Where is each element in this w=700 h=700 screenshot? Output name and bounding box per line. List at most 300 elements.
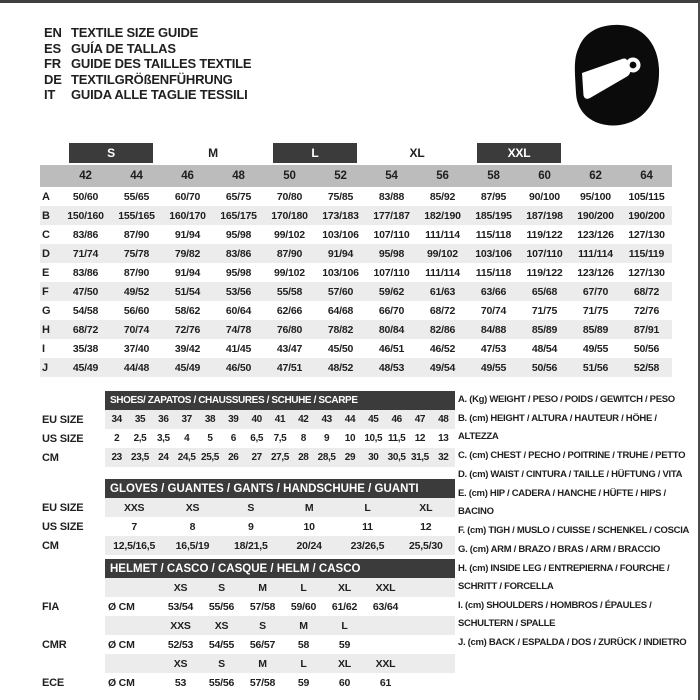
legend-item: E. (cm) HIP / CADERA / HANCHE / HÜFTE / HIPS / BACINO <box>458 488 666 517</box>
measure-cell: 66/70 <box>366 301 417 320</box>
row-letter: D <box>40 244 60 263</box>
measurement-legend <box>458 391 698 653</box>
size-label: 54 <box>366 165 417 187</box>
row-label <box>40 654 105 673</box>
helmet-size-label: L <box>324 616 365 635</box>
measure-cell: 54/58 <box>60 301 111 320</box>
measure-cell: 119/122 <box>519 263 570 282</box>
gloves-section <box>40 479 455 555</box>
glove-size-cell: 25,5/30 <box>397 536 455 555</box>
glove-size-cell: XS <box>163 498 221 517</box>
measure-cell: 58/62 <box>162 301 213 320</box>
measure-row-C <box>40 225 672 244</box>
helmet-size-cell: 60 <box>324 673 365 692</box>
measure-cell: 83/88 <box>366 187 417 206</box>
glove-size-cell: S <box>222 498 280 517</box>
language-row <box>44 87 251 103</box>
measure-cell: 53/56 <box>213 282 264 301</box>
measure-cell: 43/47 <box>264 339 315 358</box>
measure-cell: 75/85 <box>315 187 366 206</box>
glove-size-cell: 12,5/16,5 <box>105 536 163 555</box>
helmet-size-label: XXL <box>365 578 406 597</box>
helmet-size-label: S <box>201 578 242 597</box>
measure-cell: 71/74 <box>60 244 111 263</box>
measure-cell: 46/50 <box>213 358 264 377</box>
measure-cell: 187/198 <box>519 206 570 225</box>
shoe-size-cell: 10,5 <box>362 429 385 448</box>
measure-cell: 85/92 <box>417 187 468 206</box>
measure-cell: 123/126 <box>570 225 621 244</box>
racing-helmet-icon <box>570 23 662 132</box>
row-letter <box>40 165 60 187</box>
helmet-size-cell: 59 <box>283 673 324 692</box>
size-group-xl: XL <box>366 141 468 165</box>
measure-cell: 190/200 <box>621 206 672 225</box>
standard-label: ECE <box>40 673 105 692</box>
shoe-size-cell: 36 <box>152 410 175 429</box>
measure-cell: 45/49 <box>162 358 213 377</box>
measure-cell: 103/106 <box>315 263 366 282</box>
filler-cell <box>406 654 455 673</box>
glove-size-cell: XL <box>397 498 455 517</box>
shoe-size-cell: 29 <box>338 448 361 467</box>
measure-row-A <box>40 187 672 206</box>
measure-cell: 51/54 <box>162 282 213 301</box>
measure-row-F <box>40 282 672 301</box>
glove-size-cell: 20/24 <box>280 536 338 555</box>
textile-size-table <box>40 141 672 377</box>
size-label: 46 <box>162 165 213 187</box>
helmet-size-cell: 57/58 <box>242 673 283 692</box>
measure-cell: 103/106 <box>315 225 366 244</box>
helmet-size-label: S <box>242 616 283 635</box>
measure-cell: 35/38 <box>60 339 111 358</box>
language-title: GUÍA DE TALLAS <box>71 40 176 56</box>
measure-cell: 123/126 <box>570 263 621 282</box>
measure-cell: 72/76 <box>621 301 672 320</box>
row-label: CM <box>40 536 105 555</box>
shoe-size-cell: 7,5 <box>268 429 291 448</box>
helmet-size-label: XL <box>324 654 365 673</box>
size-group-l: L <box>273 143 357 163</box>
measure-cell: 67/70 <box>570 282 621 301</box>
measure-cell: 49/55 <box>468 358 519 377</box>
helmet-header-row <box>40 559 455 578</box>
language-code: DE <box>44 71 62 87</box>
measure-cell: 78/82 <box>315 320 366 339</box>
legend-item: F. (cm) TIGH / MUSLO / CUISSE / SCHENKEL / COSCIA <box>458 525 690 536</box>
shoe-size-cell: 45 <box>362 410 385 429</box>
helmet-size-label: S <box>201 654 242 673</box>
helmet-size-label: L <box>283 578 324 597</box>
measure-row-H <box>40 320 672 339</box>
size-label: 42 <box>60 165 111 187</box>
language-row <box>44 72 251 88</box>
glove-size-row-eu-size <box>40 498 455 517</box>
language-code: EN <box>44 25 62 40</box>
helmet-size-label: XXL <box>365 654 406 673</box>
measure-cell: 70/80 <box>264 187 315 206</box>
measure-cell: 71/75 <box>570 301 621 320</box>
measure-cell: 68/72 <box>417 301 468 320</box>
size-label: 52 <box>315 165 366 187</box>
measure-cell: 65/75 <box>213 187 264 206</box>
measure-cell: 115/118 <box>468 263 519 282</box>
row-label <box>40 578 105 597</box>
measure-cell: 70/74 <box>111 320 162 339</box>
measure-cell: 95/98 <box>366 244 417 263</box>
row-letter: C <box>40 225 60 244</box>
measure-cell: 68/72 <box>621 282 672 301</box>
standard-label: FIA <box>40 597 105 616</box>
gloves-title: GLOVES / GUANTES / GANTS / HANDSCHUHE / GUANTI <box>105 479 455 498</box>
measure-cell: 103/106 <box>468 244 519 263</box>
glove-size-cell: 11 <box>338 517 396 536</box>
glove-size-cell: L <box>338 498 396 517</box>
helmet-size-cell: 53 <box>160 673 201 692</box>
size-label: 48 <box>213 165 264 187</box>
language-title: GUIDA ALLE TAGLIE TESSILI <box>71 87 248 102</box>
size-label: 62 <box>570 165 621 187</box>
row-label: US SIZE <box>40 429 105 448</box>
diameter-label: Ø CM <box>105 635 160 654</box>
helmet-size-cell: 61 <box>365 673 406 692</box>
measure-cell: 170/180 <box>264 206 315 225</box>
measure-cell: 55/58 <box>264 282 315 301</box>
measure-cell: 83/86 <box>213 244 264 263</box>
measure-cell: 115/119 <box>621 244 672 263</box>
helmet-size-label: XL <box>324 578 365 597</box>
helmet-size-cell: 63/64 <box>365 597 406 616</box>
helmet-size-label <box>365 616 406 635</box>
measure-cell: 45/49 <box>60 358 111 377</box>
shoe-size-cell: 30,5 <box>385 448 408 467</box>
helmet-size-cell: 59 <box>324 635 365 654</box>
shoe-size-row-us-size <box>40 429 455 448</box>
legend-item: I. (cm) SHOULDERS / HOMBROS / ÉPAULES / SCHULTERN / SPALLE <box>458 600 652 629</box>
measure-cell: 50/56 <box>621 339 672 358</box>
helmet-size-cell: 55/56 <box>201 597 242 616</box>
measure-cell: 57/60 <box>315 282 366 301</box>
legend-item: D. (cm) WAIST / CINTURA / TAILLE / HÜFTUNG / VITA <box>458 469 683 480</box>
shoe-size-cell: 24 <box>152 448 175 467</box>
measure-cell: 91/94 <box>162 263 213 282</box>
measure-cell: 99/102 <box>417 244 468 263</box>
shoe-size-cell: 26 <box>222 448 245 467</box>
filler-cell <box>406 673 455 692</box>
shoe-size-cell: 41 <box>268 410 291 429</box>
language-row <box>44 56 251 72</box>
measure-cell: 190/200 <box>570 206 621 225</box>
legend-item: B. (cm) HEIGHT / ALTURA / HAUTEUR / HÖHE / ALTEZZA <box>458 413 657 442</box>
measure-cell: 61/63 <box>417 282 468 301</box>
measure-cell: 74/78 <box>213 320 264 339</box>
size-band-row <box>40 165 672 187</box>
shoe-size-cell: 31,5 <box>408 448 431 467</box>
glove-size-row-us-size <box>40 517 455 536</box>
shoe-size-cell: 13 <box>432 429 455 448</box>
glove-size-cell: XXS <box>105 498 163 517</box>
measure-cell: 87/90 <box>111 225 162 244</box>
shoe-size-cell: 27,5 <box>268 448 291 467</box>
helmet-size-cell <box>365 635 406 654</box>
measure-cell: 49/55 <box>570 339 621 358</box>
shoe-size-cell: 48 <box>432 410 455 429</box>
measure-cell: 71/75 <box>519 301 570 320</box>
legend-item: C. (cm) CHEST / PECHO / POITRINE / TRUHE / PETTO <box>458 450 686 461</box>
helmet-size-label: XXS <box>160 616 201 635</box>
measure-cell: 79/82 <box>162 244 213 263</box>
language-code: FR <box>44 56 61 71</box>
measure-cell: 83/86 <box>60 225 111 244</box>
shoe-size-cell: 32 <box>432 448 455 467</box>
measure-cell: 63/66 <box>468 282 519 301</box>
shoe-size-cell: 23 <box>105 448 128 467</box>
shoe-size-cell: 28,5 <box>315 448 338 467</box>
measure-cell: 76/80 <box>264 320 315 339</box>
helmet-size-cell: 61/62 <box>324 597 365 616</box>
measure-cell: 45/50 <box>315 339 366 358</box>
helmet-size-label: M <box>242 654 283 673</box>
helmet-value-row-fia <box>40 597 455 616</box>
legend-item: J. (cm) BACK / ESPALDA / DOS / ZURÜCK / INDIETRO <box>458 637 687 648</box>
measure-cell: 87/95 <box>468 187 519 206</box>
shoes-header-row <box>40 391 455 410</box>
helmet-size-label: M <box>283 616 324 635</box>
shoe-size-cell: 47 <box>408 410 431 429</box>
shoe-size-cell: 44 <box>338 410 361 429</box>
glove-size-cell: 7 <box>105 517 163 536</box>
size-label: 60 <box>519 165 570 187</box>
row-letter: B <box>40 206 60 225</box>
measure-cell: 47/53 <box>468 339 519 358</box>
language-title: GUIDE DES TAILLES TEXTILE <box>71 56 252 71</box>
measure-cell: 87/90 <box>264 244 315 263</box>
shoe-size-cell: 5 <box>198 429 221 448</box>
shoe-size-cell: 25,5 <box>198 448 221 467</box>
measure-cell: 52/58 <box>621 358 672 377</box>
measure-cell: 65/68 <box>519 282 570 301</box>
glove-size-cell: 23/26,5 <box>338 536 396 555</box>
filler-cell <box>406 578 455 597</box>
measure-cell: 37/40 <box>111 339 162 358</box>
measure-cell: 72/76 <box>162 320 213 339</box>
shoe-size-cell: 34 <box>105 410 128 429</box>
size-label: 44 <box>111 165 162 187</box>
measure-row-G <box>40 301 672 320</box>
measure-cell: 150/160 <box>60 206 111 225</box>
row-label <box>40 616 105 635</box>
row-label: US SIZE <box>40 517 105 536</box>
helmet-size-row-fia <box>40 578 455 597</box>
filler-cell <box>406 597 455 616</box>
measure-cell: 127/130 <box>621 225 672 244</box>
helmet-size-row-cmr <box>40 616 455 635</box>
measure-cell: 90/100 <box>519 187 570 206</box>
measure-cell: 48/53 <box>366 358 417 377</box>
shoe-size-cell: 43 <box>315 410 338 429</box>
row-letter: G <box>40 301 60 320</box>
shoe-size-cell: 9 <box>315 429 338 448</box>
helmet-size-cell: 56/57 <box>242 635 283 654</box>
measure-cell: 60/70 <box>162 187 213 206</box>
measure-cell: 111/114 <box>570 244 621 263</box>
language-code: IT <box>44 87 56 102</box>
measure-row-D <box>40 244 672 263</box>
filler-cell <box>406 635 455 654</box>
measure-cell: 56/60 <box>111 301 162 320</box>
measure-cell: 46/51 <box>366 339 417 358</box>
shoes-title: SHOES/ ZAPATOS / CHAUSSURES / SCHUHE / SCARPE <box>105 391 455 410</box>
helmet-size-label: XS <box>160 578 201 597</box>
measure-row-B <box>40 206 672 225</box>
measure-cell: 46/52 <box>417 339 468 358</box>
shoe-size-cell: 11,5 <box>385 429 408 448</box>
measure-cell: 70/74 <box>468 301 519 320</box>
glove-size-cell: 8 <box>163 517 221 536</box>
helmet-size-label: M <box>242 578 283 597</box>
row-letter: H <box>40 320 60 339</box>
size-label: 50 <box>264 165 315 187</box>
size-group-m: M <box>162 141 264 165</box>
measure-row-J <box>40 358 672 377</box>
size-label: 64 <box>621 165 672 187</box>
measure-cell: 99/102 <box>264 225 315 244</box>
helmet-size-cell: 58 <box>283 635 324 654</box>
helmet-title: HELMET / CASCO / CASQUE / HELM / CASCO <box>105 559 455 578</box>
measure-cell: 119/122 <box>519 225 570 244</box>
gloves-header-row <box>40 479 455 498</box>
measure-cell: 49/52 <box>111 282 162 301</box>
diameter-label: Ø CM <box>105 673 160 692</box>
measure-cell: 173/183 <box>315 206 366 225</box>
helmet-size-label: XS <box>160 654 201 673</box>
measure-cell: 99/102 <box>264 263 315 282</box>
measure-cell: 177/187 <box>366 206 417 225</box>
glove-size-cell: M <box>280 498 338 517</box>
measure-cell: 64/68 <box>315 301 366 320</box>
shoe-size-cell: 23,5 <box>128 448 151 467</box>
shoe-size-cell: 8 <box>292 429 315 448</box>
measure-cell: 85/89 <box>570 320 621 339</box>
measure-cell: 91/94 <box>315 244 366 263</box>
shoe-size-cell: 28 <box>292 448 315 467</box>
measure-cell: 75/78 <box>111 244 162 263</box>
measure-cell: 60/64 <box>213 301 264 320</box>
measure-cell: 185/195 <box>468 206 519 225</box>
measure-cell: 160/170 <box>162 206 213 225</box>
measure-cell: 59/62 <box>366 282 417 301</box>
shoe-size-cell: 46 <box>385 410 408 429</box>
measure-cell: 68/72 <box>60 320 111 339</box>
shoe-size-row-cm <box>40 448 455 467</box>
row-letter: I <box>40 339 60 358</box>
measure-cell: 84/88 <box>468 320 519 339</box>
legend-item: G. (cm) ARM / BRAZO / BRAS / ARM / BRACCIO <box>458 544 661 555</box>
shoe-size-cell: 24,5 <box>175 448 198 467</box>
helmet-size-cell: 57/58 <box>242 597 283 616</box>
shoe-size-cell: 2,5 <box>128 429 151 448</box>
shoe-size-cell: 2 <box>105 429 128 448</box>
measure-cell: 83/86 <box>60 263 111 282</box>
row-letter: A <box>40 187 60 206</box>
helmet-prefix-cell <box>105 654 160 673</box>
measure-cell: 55/65 <box>111 187 162 206</box>
size-group-s: S <box>69 143 153 163</box>
measure-cell: 50/56 <box>519 358 570 377</box>
measure-row-E <box>40 263 672 282</box>
row-letter: J <box>40 358 60 377</box>
glove-size-cell: 10 <box>280 517 338 536</box>
shoe-size-cell: 6 <box>222 429 245 448</box>
measure-cell: 95/100 <box>570 187 621 206</box>
shoe-size-cell: 6,5 <box>245 429 268 448</box>
legend-item: H. (cm) INSIDE LEG / ENTREPIERNA / FOURCHE / SCHRITT / FORCELLA <box>458 563 670 592</box>
measure-cell: 107/110 <box>519 244 570 263</box>
helmet-size-cell: 55/56 <box>201 673 242 692</box>
measure-cell: 95/98 <box>213 263 264 282</box>
shoe-size-cell: 37 <box>175 410 198 429</box>
measure-cell: 47/51 <box>264 358 315 377</box>
measure-cell: 87/90 <box>111 263 162 282</box>
measure-cell: 127/130 <box>621 263 672 282</box>
measure-cell: 48/52 <box>315 358 366 377</box>
measure-cell: 47/50 <box>60 282 111 301</box>
language-row <box>44 41 251 57</box>
measure-cell: 50/60 <box>60 187 111 206</box>
measure-cell: 91/94 <box>162 225 213 244</box>
measure-cell: 165/175 <box>213 206 264 225</box>
shoe-size-cell: 12 <box>408 429 431 448</box>
row-letter: E <box>40 263 60 282</box>
measure-cell: 51/56 <box>570 358 621 377</box>
helmet-prefix-cell <box>105 616 160 635</box>
helmet-size-cell: 52/53 <box>160 635 201 654</box>
row-letter: F <box>40 282 60 301</box>
shoe-size-cell: 42 <box>292 410 315 429</box>
row-label: EU SIZE <box>40 498 105 517</box>
shoe-size-cell: 38 <box>198 410 221 429</box>
measure-cell: 115/118 <box>468 225 519 244</box>
language-title: TEXTILGRÖßENFÜHRUNG <box>71 71 233 87</box>
measure-cell: 44/48 <box>111 358 162 377</box>
row-label: CM <box>40 448 105 467</box>
standard-label: CMR <box>40 635 105 654</box>
helmet-size-label: L <box>283 654 324 673</box>
language-code: ES <box>44 40 61 56</box>
language-row <box>44 25 251 41</box>
measure-cell: 107/110 <box>366 225 417 244</box>
glove-size-row-cm <box>40 536 455 555</box>
helmet-size-cell: 59/60 <box>283 597 324 616</box>
helmet-size-cell: 53/54 <box>160 597 201 616</box>
helmet-size-cell: 54/55 <box>201 635 242 654</box>
shoe-size-cell: 35 <box>128 410 151 429</box>
measure-cell: 49/54 <box>417 358 468 377</box>
helmet-size-label: XS <box>201 616 242 635</box>
helmet-section <box>40 559 455 692</box>
shoes-section <box>40 391 455 467</box>
language-title: TEXTILE SIZE GUIDE <box>71 25 199 40</box>
glove-size-cell: 9 <box>222 517 280 536</box>
measure-cell: 39/42 <box>162 339 213 358</box>
measure-cell: 111/114 <box>417 225 468 244</box>
measure-cell: 82/86 <box>417 320 468 339</box>
shoe-size-cell: 40 <box>245 410 268 429</box>
shoe-size-cell: 10 <box>338 429 361 448</box>
helmet-value-row-ece <box>40 673 455 692</box>
measure-cell: 80/84 <box>366 320 417 339</box>
